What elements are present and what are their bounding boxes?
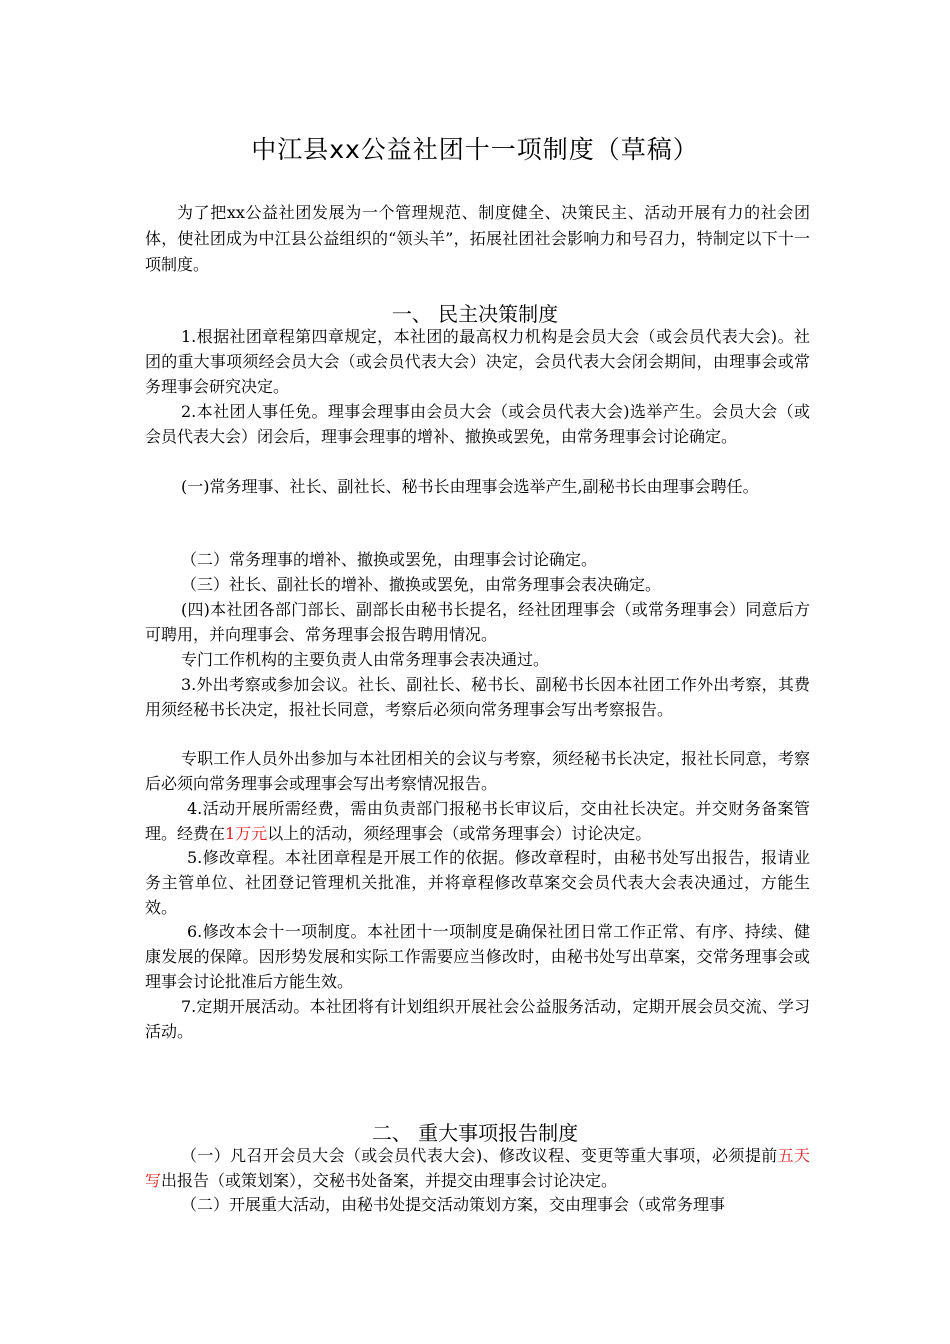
section1-paragraph-9: 专职工作人员外出参加与本社团相关的会议与考察，须经秘书长决定，报社长同意，考察后必须向常务理事会或理事会写出考察情况报告。 <box>145 749 810 793</box>
section-heading-2: 二、 重大事项报告制度 <box>371 1121 579 1145</box>
paragraph-text: 4.活动开展所需经费，需由负责部门报秘书长审议后，交由社长决定。并交财务备案管理。经费在 <box>145 799 810 843</box>
section1-paragraph-2: 2.本社团人事任免。理事会理事由会员大会（或会员代表大会)选举产生。会员大会（或会员代表大会）闭会后，理事会理事的增补、撤换或罢免，由常务理事会讨论确定。 <box>145 402 810 446</box>
section1-paragraph-6: (四)本社团各部门部长、副部长由秘书长提名，经社团理事会（或常务理事会）同意后方可聘用，并向理事会、常务理事会报告聘用情况。 <box>145 600 810 644</box>
section1-paragraph-5: （三）社长、副社长的增补、撤换或罢免，由常务理事会表决确定。 <box>181 575 662 594</box>
section2-paragraph-1 <box>145 1143 810 1193</box>
section1-paragraph-11: 5.修改章程。本社团章程是开展工作的依据。修改章程时，由秘书处写出报告，报请业务主管单位、社团登记管理机关批准，并将章程修改草案交会员代表大会表决通过，方能生效。 <box>145 848 810 917</box>
section1-paragraph-3: (一)常务理事、社长、副社长、秘书长由理事会选举产生,副秘书长由理事会聘任。 <box>181 477 759 496</box>
intro-paragraph: 为了把xx公益社团发展为一个管理规范、制度健全、决策民主、活动开展有力的社会团体，使社团成为中江县公益组织的“领头羊”，拓展社团社会影响力和号召力，特制定以下十一项制度。 <box>145 203 810 274</box>
paragraph-text: 以上的活动，须经理事会（或常务理事会）讨论决定。 <box>267 824 652 843</box>
paragraph-text: （一）凡召开会员大会（或会员代表大会)、修改议程、变更等重大事项，必须提前 <box>181 1146 778 1165</box>
section1-paragraph-10 <box>145 796 810 846</box>
section1-paragraph-12: 6.修改本会十一项制度。本社团十一项制度是确保社团日常工作正常、有序、持续、健康发展的保障。因形势发展和实际工作需要应当修改时，由秘书处写出草案，交常务理事会或理事会讨论批准后方能生效。 <box>145 922 810 991</box>
section1-paragraph-7: 专门工作机构的主要负责人由常务理事会表决通过。 <box>181 650 550 669</box>
document-title: 中江县xx公益社团十一项制度（草稿） <box>251 135 699 164</box>
section1-paragraph-8: 3.外出考察或参加会议。社长、副社长、秘书长、副秘书长因本社团工作外出考察，其费用须经秘书长决定，报社长同意，考察后必须向常务理事会写出考察报告。 <box>145 675 810 719</box>
paragraph-text: 出报告（或策划案），交秘书处备案，并提交由理事会讨论决定。 <box>161 1171 618 1190</box>
highlighted-amount: 1万元 <box>225 824 268 843</box>
section1-paragraph-4: （二）常务理事的增补、撤换或罢免，由理事会讨论确定。 <box>181 550 598 569</box>
section2-paragraph-2: （二）开展重大活动，由秘书处提交活动策划方案，交由理事会（或常务理事 <box>181 1195 726 1214</box>
section-heading-1: 一、 民主决策制度 <box>391 302 559 326</box>
section1-paragraph-1: 1.根据社团章程第四章规定，本社团的最高权力机构是会员大会（或会员代表大会)。社团的重大事项须经会员大会（或会员代表大会）决定，会员代表大会闭会期间，由理事会或常务理事会研究决定。 <box>145 327 810 396</box>
section1-paragraph-13: 7.定期开展活动。本社团将有计划组织开展社会公益服务活动，定期开展会员交流、学习活动。 <box>145 997 810 1041</box>
highlighted-deadline: 五天写 <box>145 1146 810 1190</box>
